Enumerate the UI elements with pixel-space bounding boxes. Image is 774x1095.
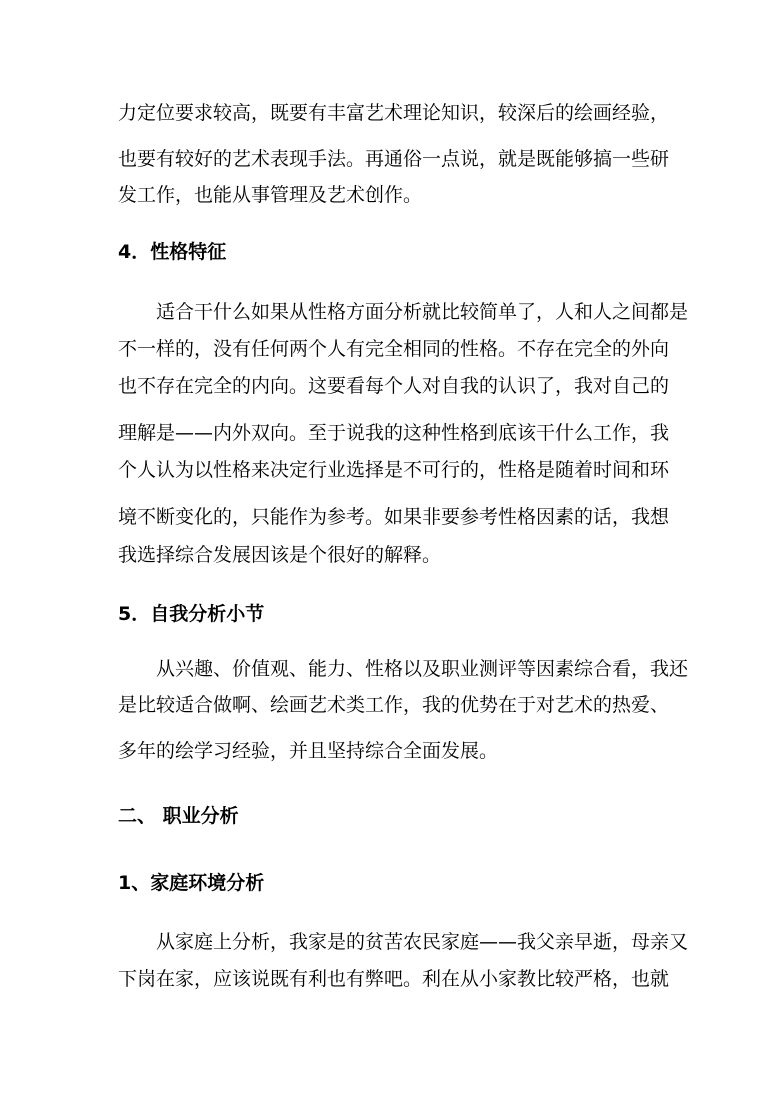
section-heading: 1、家庭环境分析 (118, 872, 265, 894)
section-heading: 4．性格特征 (118, 241, 227, 263)
paragraph-line: 从兴趣、价值观、能力、性格以及职业测评等因素综合看，我还 (156, 658, 689, 680)
paragraph-line: 发工作，也能从事管理及艺术创作。 (118, 184, 423, 206)
chapter-heading: 二、 职业分析 (118, 805, 239, 827)
paragraph-line: 多年的绘学习经验，并且坚持综合全面发展。 (118, 740, 499, 762)
paragraph-line: 力定位要求较高，既要有丰富艺术理论知识，较深后的绘画经验， (118, 102, 670, 124)
paragraph-line: 境不断变化的，只能作为参考。如果非要参考性格因素的话，我想 (118, 506, 670, 528)
section-heading: 5．自我分析小节 (118, 603, 265, 625)
paragraph-line: 个人认为以性格来决定行业选择是不可行的，性格是随着时间和环 (118, 459, 670, 481)
paragraph-line: 我选择综合发展因该是个很好的解释。 (118, 544, 442, 566)
paragraph-line: 从家庭上分析，我家是的贫苦农民家庭——我父亲早逝，母亲又 (156, 931, 689, 953)
paragraph-line: 也要有较好的艺术表现手法。再通俗一点说，就是既能够搞一些研 (118, 148, 670, 170)
paragraph-line: 也不存在完全的内向。这要看每个人对自我的认识了，我对自己的 (118, 375, 670, 397)
paragraph-line: 是比较适合做啊、绘画艺术类工作，我的优势在于对艺术的热爱、 (118, 694, 670, 716)
paragraph-line: 理解是——内外双向。至于说我的这种性格到底该干什么工作，我 (118, 422, 670, 444)
paragraph-line: 适合干什么如果从性格方面分析就比较简单了，人和人之间都是 (156, 301, 689, 323)
paragraph-line: 下岗在家，应该说既有利也有弊吧。利在从小家教比较严格，也就 (118, 968, 670, 990)
paragraph-line: 不一样的，没有任何两个人有完全相同的性格。不存在完全的外向 (118, 338, 670, 360)
